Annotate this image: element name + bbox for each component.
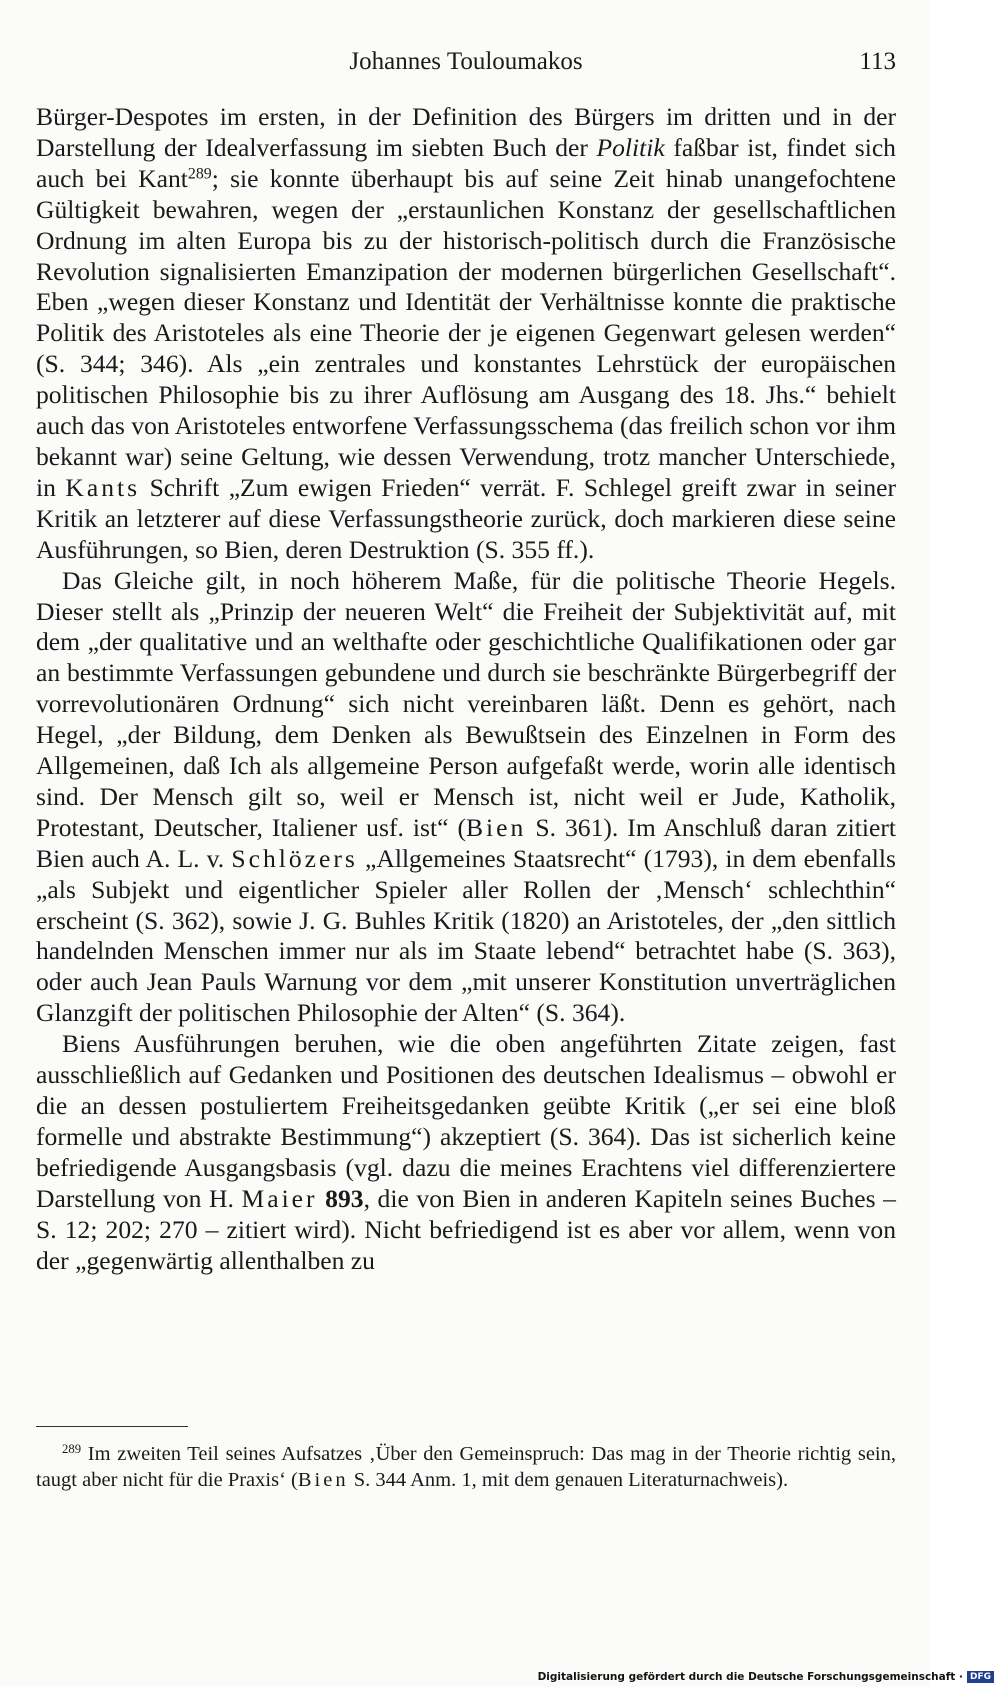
header-author: Johannes Touloumakos — [349, 48, 583, 75]
dfg-logo-icon: DFG — [967, 1671, 994, 1683]
paragraph-2 — [36, 566, 896, 1030]
spaced-name: Bien — [297, 1468, 349, 1491]
page-number: 113 — [859, 48, 896, 75]
bold-reference: 893 — [325, 1183, 364, 1213]
main-text — [36, 102, 896, 1276]
spaced-name: Maier — [241, 1183, 318, 1213]
text-run: Schrift „Zum ewigen Frieden“ verrät. F. Schlegel greift zwar in seiner Kritik an letzterer auf diese Verfassungstheorie zurück, doch markieren diese seine Ausführungen, so Bien, deren Destruktion (S. 355 ff.). — [36, 472, 897, 564]
footnote-ref: 289 — [187, 165, 212, 183]
margin-strip — [930, 0, 1000, 1687]
paragraph-1 — [36, 102, 896, 566]
italic-title: Politik — [596, 132, 665, 162]
text-run: , die von Bien in anderen Kapiteln seines Buches – S. 12; 202; 270 – zitiert wird). Nicht befriedigend ist es aber vor allem, wenn von der „gegenwärtig allenthalben zu — [36, 1183, 896, 1275]
text-run: „Allgemeines Staatsrecht“ (1793), in dem ebenfalls „als Subjekt und eigentlicher Spieler aller Rollen der ‚Mensch‘ schlechthin“ erscheint (S. 362), sowie J. G. Buhles Kritik (1820) an Aristoteles, der „den sittlich handelnden Menschen immer nur als im Staate lebend“ betrachtet habe (S. 363), oder auch Jean Pauls Warnung vor dem „mit unserer Konstitution unverträglichen Glanzgift der politischen Philosophie der Alten“ (S. 364). — [36, 843, 896, 1028]
text-run: Biens Ausführungen beruhen, wie die oben angeführten Zitate zeigen, fast ausschließlich auf Gedanken und Positionen des deutschen Idealismus – obwohl er die an dessen postuliertem Freiheitsgedanken geübte Kritik („er sei eine bloß formelle und abstrakte Bestimmung“) akzeptiert (S. 364). Das ist sicherlich keine befriedigende Ausgangsbasis (vgl. dazu die meines Erachtens viel differenziertere Darstellung von H. — [36, 1029, 896, 1213]
footnote-number: 289 — [62, 1442, 82, 1457]
spaced-name: Kants — [65, 472, 141, 502]
footnote-rule — [36, 1426, 188, 1427]
text-run: Bürger-Despotes im ersten, in der Definition des Bürgers im dritten und in der Darstellung der Idealverfassung im siebten Buch der — [36, 102, 896, 162]
running-header — [36, 48, 896, 88]
digitization-credit — [538, 1671, 994, 1683]
text-run: faßbar ist, findet sich auch bei Kant — [36, 132, 896, 193]
text-run: ; sie konnte überhaupt bis auf seine Zeit hinab unangefochtene Gültigkeit bewahren, wegen der „erstaunlichen Konstanz der gesellschaftlichen Ordnung im alten Europa bis zu der historisch-politisch durch die Französische Revolution signalisierten Emanzipation der modernen bürgerlichen Gesellschaft“. Eben „wegen dieser Konstanz und Identität der Verhältnisse konnte die praktische Politik des Aristoteles als eine Theorie der je eigenen Gegenwart gelesen werden“ (S. 344; 346). Als „ein zentrales und konstantes Lehrstück der europäischen politischen Philosophie bis zu ihrer Auflösung am Ausgang des 18. Jhs.“ behielt auch das von Aristoteles entworfene Verfassungsschema (das freilich schon vor ihm bekannt war) seine Geltung, wie dessen Verwendung, trotz mancher Unterschiede, in — [36, 163, 896, 502]
text-run: S. 361). Im Anschluß daran zitiert Bien auch A. L. v. — [36, 812, 896, 873]
paragraph-3 — [36, 1029, 896, 1276]
text-run: Das Gleiche gilt, in noch höherem Maße, für die politische Theorie Hegels. Dieser stellt als „Prinzip der neueren Welt“ die Freiheit der Subjektivität auf, mit dem „der qualitative und an welthafte oder geschichtliche Qualifikationen oder gar an bestimmte Verfassungen gebundene und durch sie beschränkte Bürgerbegriff der vorrevolutionären Ordnung“ sich nicht vereinbaren läßt. Denn es gehört, nach Hegel, „der Bildung, dem Denken als Bewußtsein des Einzelnen in Form des Allgemeinen, daß Ich als allgemeine Person aufgefaßt werde, worin alle identisch sind. Der Mensch gilt so, weil er Mensch ist, nicht weil er Jude, Katholik, Protestant, Deutscher, Italiener usf. ist“ ( — [36, 565, 896, 842]
credit-text: Digitalisierung gefördert durch die Deutsche Forschungsgemeinschaft · — [537, 1671, 963, 1683]
spaced-name: Bien — [465, 812, 527, 842]
text-run: S. 344 Anm. 1, mit dem genauen Literaturnachweis). — [348, 1468, 789, 1491]
text-run: Im zweiten Teil seines Aufsatzes ‚Über den Gemeinspruch: Das mag in der Theorie richtig sein, taugt aber nicht für die Praxis‘ ( — [36, 1443, 896, 1491]
spaced-name: Schlözers — [231, 843, 358, 873]
footnote — [36, 1442, 896, 1493]
